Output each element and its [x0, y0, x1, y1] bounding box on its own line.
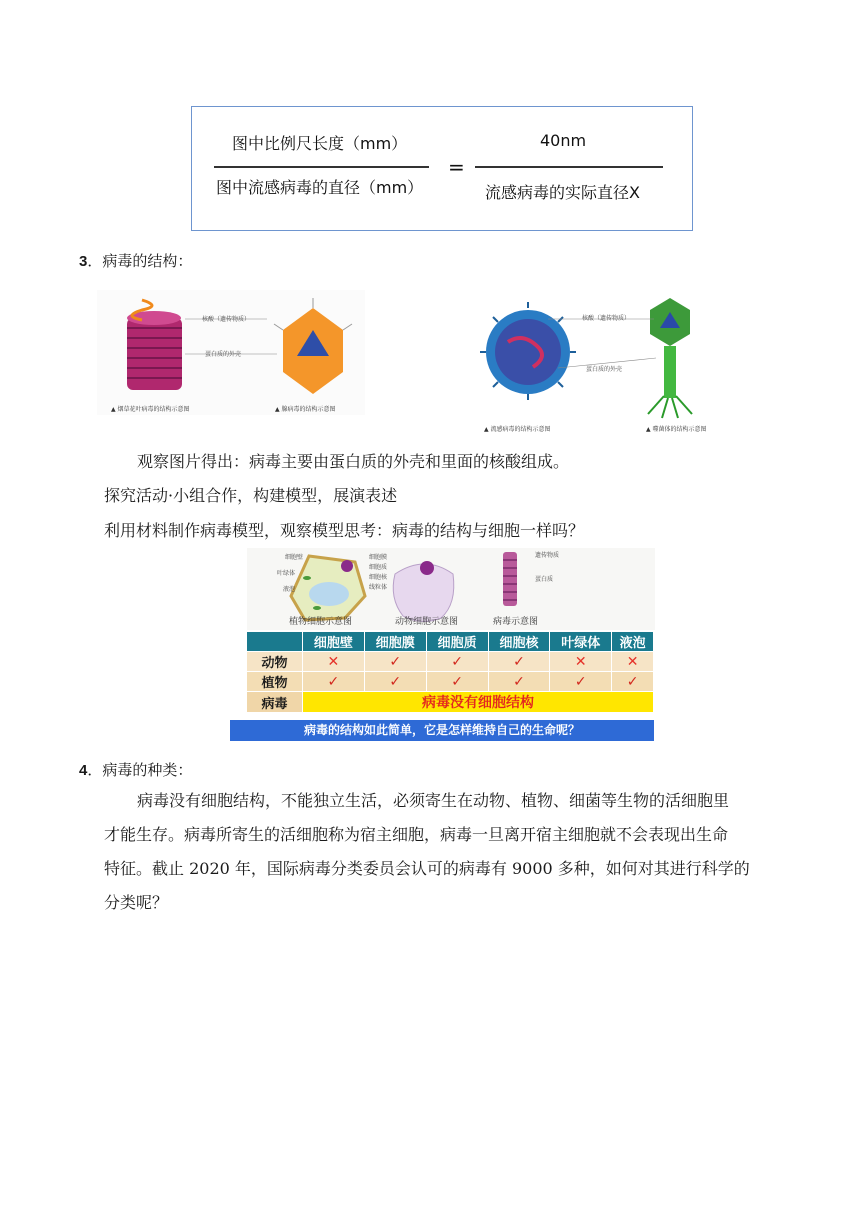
table-cell: ✓ [426, 672, 488, 692]
virus-structure-image-right [478, 292, 722, 432]
label-protein-right: 蛋白质的外壳 [586, 366, 623, 373]
caption-flu: ▲ 流感病毒的结构示意图 [484, 426, 551, 433]
formula-denominator-right: 流感病毒的实际直径X [485, 183, 640, 202]
table-header-cell: 细胞膜 [364, 632, 426, 652]
formula-numerator-left: 图中比例尺长度（mm） [232, 134, 408, 153]
virus-label-protein: 蛋白质 [535, 576, 554, 583]
table-header-cell: 细胞质 [426, 632, 488, 652]
adenovirus-drawing [274, 298, 352, 394]
table-cell: ✓ [550, 672, 612, 692]
label-nucleic-right: 核酸（遗传物质） [582, 315, 631, 322]
table-header-cell: 叶绿体 [550, 632, 612, 652]
label-nucleic-left: 核酸（遗传物质） [202, 316, 251, 323]
table-cell: ✓ [612, 672, 654, 692]
tobacco-mosaic-virus-drawing [127, 300, 182, 390]
question-text: 利用材料制作病毒模型，观察模型思考：病毒的结构与细胞一样吗？ [104, 521, 585, 540]
table-header-cell: 液泡 [612, 632, 654, 652]
plant-label-chloroplast: 叶绿体 [277, 570, 296, 577]
animal-label-cytoplasm: 细胞质 [369, 564, 388, 571]
caption-phage: ▲ 噬菌体的结构示意图 [646, 426, 707, 433]
caption-adeno: ▲ 腺病毒的结构示意图 [275, 406, 336, 413]
animal-cell-drawing [393, 561, 454, 622]
paragraph-line-2: 才能生存。病毒所寄生的活细胞称为宿主细胞，病毒一旦离开宿主细胞就不会表现出生命 [104, 825, 729, 844]
table-cell: ✓ [488, 652, 550, 672]
row-label-plant: 植物 [247, 672, 303, 692]
virus-label-genetic: 遗传物质 [535, 552, 560, 559]
equals-sign: = [448, 155, 465, 179]
virus-structure-image-left [97, 290, 365, 415]
caption-plant-cell: 植物细胞示意图 [289, 617, 353, 627]
row-label-virus: 病毒 [247, 692, 303, 713]
table-cell: ✕ [612, 652, 654, 672]
plant-label-vacuole: 液泡 [283, 586, 296, 593]
virus-model-drawing [503, 552, 517, 606]
fraction-line-left [214, 166, 429, 168]
cell-comparison-figure [247, 548, 655, 630]
question-banner: 病毒的结构如此简单，它是怎样维持自己的生命呢？ [230, 720, 654, 741]
section3-number: 3 [79, 253, 88, 270]
plant-cell-drawing [291, 556, 365, 620]
table-header-cell [247, 632, 303, 652]
section4-title: ．病毒的种类： [87, 761, 193, 779]
table-cell: ✓ [488, 672, 550, 692]
observe-text: 观察图片得出：病毒主要由蛋白质的外壳和里面的核酸组成。 [137, 452, 570, 471]
caption-virus: 病毒示意图 [493, 617, 539, 627]
row-label-animal: 动物 [247, 652, 303, 672]
fraction-line-right [475, 166, 663, 168]
influenza-virus-drawing [480, 302, 576, 400]
table-cell: ✓ [426, 652, 488, 672]
paragraph-line-3: 特征。截止 2020 年，国际病毒分类委员会认可的病毒有 9000 多种，如何对其进行科学的 [104, 859, 750, 878]
animal-label-membrane: 细胞膜 [369, 554, 388, 561]
table-cell: ✕ [550, 652, 612, 672]
formula-numerator-right: 40nm [540, 131, 587, 150]
label-protein-left: 蛋白质的外壳 [205, 351, 242, 358]
plant-label-wall: 细胞壁 [285, 554, 304, 561]
table-cell: ✓ [303, 672, 365, 692]
activity-text: 探究活动·小组合作，构建模型，展演表述 [104, 486, 398, 505]
section3-heading [79, 250, 192, 271]
paragraph-line-4: 分类呢？ [104, 893, 169, 912]
section3-title: ．病毒的结构： [87, 252, 193, 270]
caption-animal-cell: 动物细胞示意图 [395, 617, 459, 627]
caption-tobacco: ▲ 烟草花叶病毒的结构示意图 [111, 406, 190, 413]
animal-label-mitochondria: 线粒体 [369, 584, 388, 591]
virus-no-cell-note: 病毒没有细胞结构 [303, 692, 654, 713]
table-header-cell: 细胞核 [488, 632, 550, 652]
table-header-row [247, 632, 654, 652]
animal-label-nucleus: 细胞核 [369, 574, 388, 581]
table-row-virus [247, 692, 654, 713]
table-cell: ✕ [303, 652, 365, 672]
formula-box [191, 106, 693, 231]
table-row-plant [247, 672, 654, 692]
cell-comparison-table [246, 631, 654, 713]
table-cell: ✓ [364, 652, 426, 672]
section4-number: 4 [79, 762, 88, 779]
section4-heading [79, 759, 192, 780]
table-header-cell: 细胞壁 [303, 632, 365, 652]
paragraph-line-1: 病毒没有细胞结构，不能独立生活，必须寄生在动物、植物、细菌等生物的活细胞里 [137, 791, 730, 810]
formula-denominator-left: 图中流感病毒的直径（mm） [216, 178, 424, 197]
table-cell: ✓ [364, 672, 426, 692]
table-row-animal [247, 652, 654, 672]
